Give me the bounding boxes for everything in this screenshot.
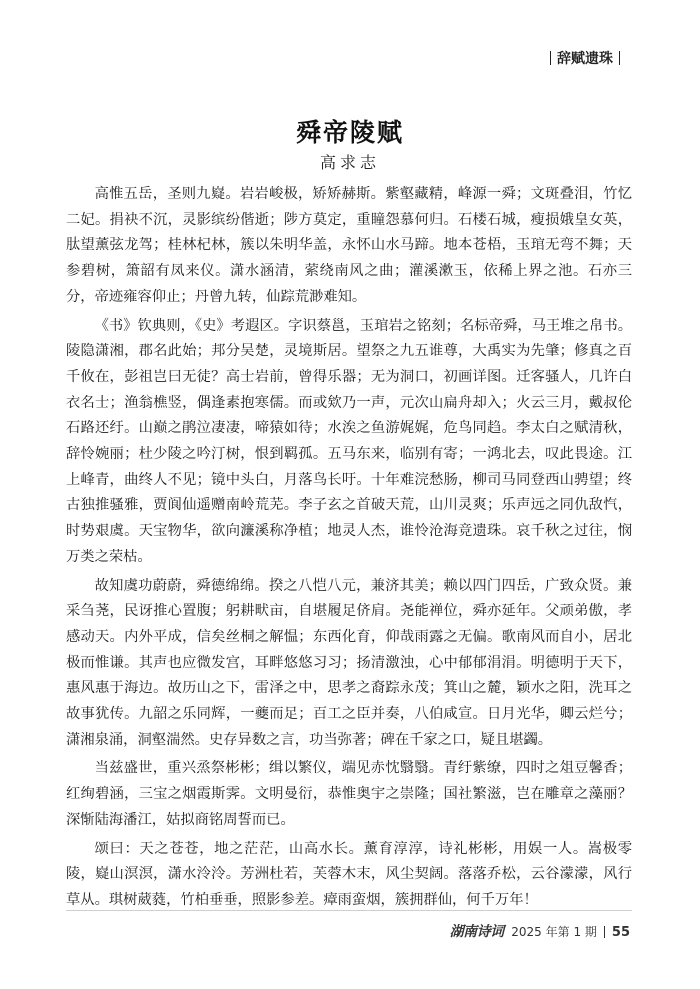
issue-label: 2025 年第 1 期 xyxy=(511,925,597,939)
body-paragraph: 高惟五岳，圣则九嶷。岩岩峻极，矫矫赫斯。紫壑藏精，峰源一舜；文斑叠泪，竹忆二妃。捐袂不沉，灵影缤纷偕逝；陟方莫定，重瞳怨慕何归。石楼石城，瘦损娥皇女英，肽望薰弦龙驾；桂林杞林，簇以朱明华盖，永怀山水马蹄。地本苍梧，玉琯无弯不舞；天参碧树，箫韶有凤来仪。潇水涵清，萦绕南风之曲；灌溪漱玉，依稀上界之池。石亦三分，帝迹雍容仰止；丹曾九转，仙踪荒渺难知。 xyxy=(66,186,632,305)
footer-separator xyxy=(604,926,605,938)
body-paragraph: 故知虞功蔚蔚，舜德绵绵。揆之八恺八元，兼济其美；赖以四门四岳，广致众贤。兼采刍荛，民讶推心置腹；躬耕畎亩，自堪履足侪肩。尧能禅位，舜亦延年。父顽弟傲，孝感动天。内外平成，信矣丝桐之解愠；东西化育，仰哉雨露之无偏。歌南风而自小，居北极而惟谦。其声也应微发宫，耳畔悠悠习习；扬清激浊，心中郁郁涓涓。明德明于天下，惠风惠于海边。故历山之下，雷泽之中，思孝之裔踪永茂；箕山之麓，颖水之阳，洗耳之故事犹传。九韶之乐同辉，一夔而足；百工之臣并奏，八伯咸宣。日月光华，卿云烂兮；潇湘泉涌，洞壑湍然。史存异数之言，功当弥著；碑在千家之口，疑且堪蠲。 xyxy=(66,577,632,748)
column-tag-bar-right xyxy=(619,51,620,65)
page-number: 55 xyxy=(611,925,630,940)
body-paragraph: 《书》钦典则，《史》考遐区。字识蔡邕，玉琯岩之铭刻；名标帝舜，马王堆之帛书。陵隐潇湘，郡名此始；邦分吴楚，灵境斯居。望祭之九五谁尊，大禹实为先肇；修真之百千攸在，彭祖岂曰无徒？高士岩前，曾得乐器；无为洞口，初画详图。迁客骚人，几许白衣名士；渔翁樵竖，偶逢素抱寒儒。而或欸乃一声，元次山扁舟却入；火云三月，戴叔伦石路还纡。山巅之鹃泣凄凄，啼猿如待；水涘之鱼游娓娓，危鸟同趋。李太白之赋清秋，辞怜婉丽；杜少陵之吟汀树，恨到羁孤。五马东来，临别有寄；一鸿北去，叹此畏途。江上峰青，曲终人不见；镜中头白，月落鸟长吁。十年难浣愁肠，柳司马同登西山骋望；终古独推骚雅，贾阆仙遥赠南岭荒芜。李子玄之首破天荒，山川灵爽；乐声远之同仇敌忾，时势艰虞。天宝物华，欲向濂溪称净植；地灵人杰，谁怜沧海竞遗珠。哀千秋之过往，悯万类之荣枯。 xyxy=(66,317,632,565)
journal-name: 湖南诗词 xyxy=(449,924,504,940)
body-paragraph: 颂曰：天之苍苍，地之茫茫，山高水长。薰育淳淳，诗礼彬彬，用娱一人。嵩极零陵，嶷山溟溟，潇水泠泠。芳洲杜若，芙蓉木末，风尘契阔。落落乔松，云谷濛濛，风行草从。琪树葳蕤，竹柏垂垂，照影参差。瘴雨蛮烟，簇拥群仙，何千万年！ xyxy=(66,840,632,908)
column-tag xyxy=(544,48,626,68)
article-body xyxy=(66,182,632,917)
column-tag-bar-left xyxy=(550,51,551,65)
article-title: 舜帝陵赋 xyxy=(295,118,404,147)
article-author: 高求志 xyxy=(319,153,380,172)
footer-divider xyxy=(66,910,632,911)
page-footer xyxy=(450,921,630,941)
body-paragraph: 当兹盛世，重兴烝祭彬彬；缉以繁仪，端见赤忱翳翳。青纡紫缭，四时之俎豆馨香；红绚碧涵，三宝之烟霞斯霁。文明曼衍，恭惟奥宇之崇隆；国社繁滋，岂在雕章之藻丽？深惭陆海潘江，姑拟商铭周誓而已。 xyxy=(66,760,632,828)
column-tag-label: 辞赋遗珠 xyxy=(557,51,613,67)
